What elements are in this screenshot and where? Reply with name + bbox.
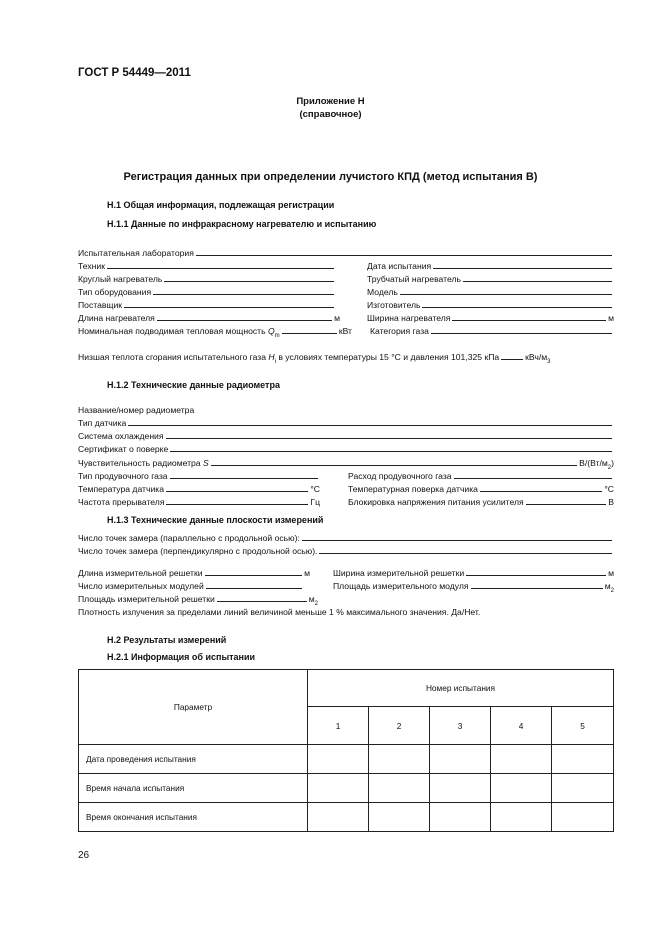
- heater-length-field[interactable]: Длина нагревателя м: [78, 313, 340, 323]
- grid-length-field[interactable]: Длина измерительной решетки м: [78, 568, 310, 578]
- radiometer-name-label: Название/номер радиометра: [78, 405, 195, 415]
- certificate-field[interactable]: Сертификат о поверке: [78, 442, 614, 454]
- value-cell[interactable]: [430, 774, 491, 803]
- value-cell[interactable]: [369, 745, 430, 774]
- equipment-type-field[interactable]: Тип оборудования: [78, 285, 336, 297]
- test-number-cell: 1: [308, 707, 369, 745]
- points-parallel-field[interactable]: Число точек замера (параллельно с продольной осью):: [78, 531, 614, 543]
- chopper-frequency-field[interactable]: Частота прерывателя Гц: [78, 497, 320, 507]
- page-number: 26: [78, 850, 90, 861]
- supplier-field[interactable]: Поставщик: [78, 298, 336, 310]
- section-n1-heading: Н.1 Общая информация, подлежащая регистрации: [107, 200, 335, 210]
- test-number-cell: 3: [430, 707, 491, 745]
- annex-note: (справочное): [299, 109, 362, 120]
- table-row: [79, 774, 614, 803]
- value-cell[interactable]: [552, 774, 614, 803]
- nominal-power-field[interactable]: Номинальная подводимая тепловая мощность Q m кВт: [78, 326, 352, 339]
- value-cell[interactable]: [369, 774, 430, 803]
- amplifier-voltage-lock-field[interactable]: Блокировка напряжения питания усилителя В: [348, 497, 614, 507]
- value-cell[interactable]: [491, 745, 552, 774]
- test-number-cell: 4: [491, 707, 552, 745]
- heater-width-field[interactable]: Ширина нагревателя м: [367, 313, 614, 323]
- value-cell[interactable]: [308, 745, 369, 774]
- row-label: Время начала испытания: [79, 774, 308, 803]
- row-label: Время окончания испытания: [79, 803, 308, 832]
- num-modules-field[interactable]: Число измерительных модулей: [78, 579, 304, 591]
- sensor-temperature-field[interactable]: Температура датчика °С: [78, 484, 320, 494]
- technician-field[interactable]: Техник: [78, 259, 336, 271]
- section-n21-heading: Н.2.1 Информация об испытании: [107, 652, 256, 662]
- grid-width-field[interactable]: Ширина измерительной решетки м: [333, 568, 614, 578]
- tube-heater-field[interactable]: Трубчатый нагреватель: [367, 272, 614, 284]
- lab-field[interactable]: Испытательная лаборатория: [78, 246, 614, 258]
- purge-gas-type-field[interactable]: Тип продувочного газа: [78, 469, 320, 481]
- value-cell[interactable]: [491, 803, 552, 832]
- value-cell[interactable]: [430, 803, 491, 832]
- points-perpendicular-field[interactable]: Число точек замера (перпендикулярно с продольной осью).: [78, 544, 614, 556]
- value-cell[interactable]: [491, 774, 552, 803]
- row-label: Дата проведения испытания: [79, 745, 308, 774]
- value-cell[interactable]: [308, 774, 369, 803]
- sensor-type-field[interactable]: Тип датчика: [78, 416, 614, 428]
- param-header: Параметр: [79, 670, 308, 745]
- module-area-field[interactable]: Площадь измерительного модуля м 2: [333, 581, 614, 594]
- value-cell[interactable]: [430, 745, 491, 774]
- density-note: Плотность излучения за пределами линий величиной меньше 1 % максимального значения. Да/Нет.: [78, 607, 481, 617]
- value-cell[interactable]: [308, 803, 369, 832]
- purge-gas-flow-field[interactable]: Расход продувочного газа: [348, 469, 614, 481]
- test-number-header: Номер испытания: [308, 670, 614, 707]
- table-row: [79, 745, 614, 774]
- annex-label: Приложение Н: [296, 96, 365, 107]
- section-n2-heading: Н.2 Результаты измерений: [107, 635, 227, 645]
- sensor-calibration-temp-field[interactable]: Температурная поверка датчика °С: [348, 484, 614, 494]
- manufacturer-field[interactable]: Изготовитель: [367, 298, 614, 310]
- document-header: ГОСТ Р 54449—2011: [78, 67, 191, 79]
- test-info-table: [78, 669, 614, 832]
- value-cell[interactable]: [369, 803, 430, 832]
- section-n11-heading: Н.1.1 Данные по инфракрасному нагревателю и испытанию: [107, 219, 377, 229]
- test-number-cell: 5: [552, 707, 614, 745]
- section-n12-heading: Н.1.2 Технические данные радиометра: [107, 380, 280, 390]
- test-number-cell: 2: [369, 707, 430, 745]
- sensitivity-field[interactable]: Чувствительность радиометра S В/(Вт/м 2 ): [78, 458, 614, 471]
- calorific-value-field[interactable]: Низшая теплота сгорания испытательного газа H i в условиях температуры 15 °С и давления 101,325 кПа кВч/м 3: [78, 352, 551, 365]
- value-cell[interactable]: [552, 745, 614, 774]
- test-date-field[interactable]: Дата испытания: [367, 259, 614, 271]
- section-n13-heading: Н.1.3 Технические данные плоскости измерений: [107, 515, 324, 525]
- model-field[interactable]: Модель: [367, 285, 614, 297]
- round-heater-field[interactable]: Круглый нагреватель: [78, 272, 336, 284]
- value-cell[interactable]: [552, 803, 614, 832]
- page-title: Регистрация данных при определении лучистого КПД (метод испытания В): [123, 171, 538, 183]
- table-row: [79, 803, 614, 832]
- gas-category-field[interactable]: Категория газа: [370, 324, 614, 336]
- cooling-system-field[interactable]: Система охлаждения: [78, 429, 614, 441]
- grid-area-field[interactable]: Площадь измерительной решетки м 2: [78, 594, 318, 607]
